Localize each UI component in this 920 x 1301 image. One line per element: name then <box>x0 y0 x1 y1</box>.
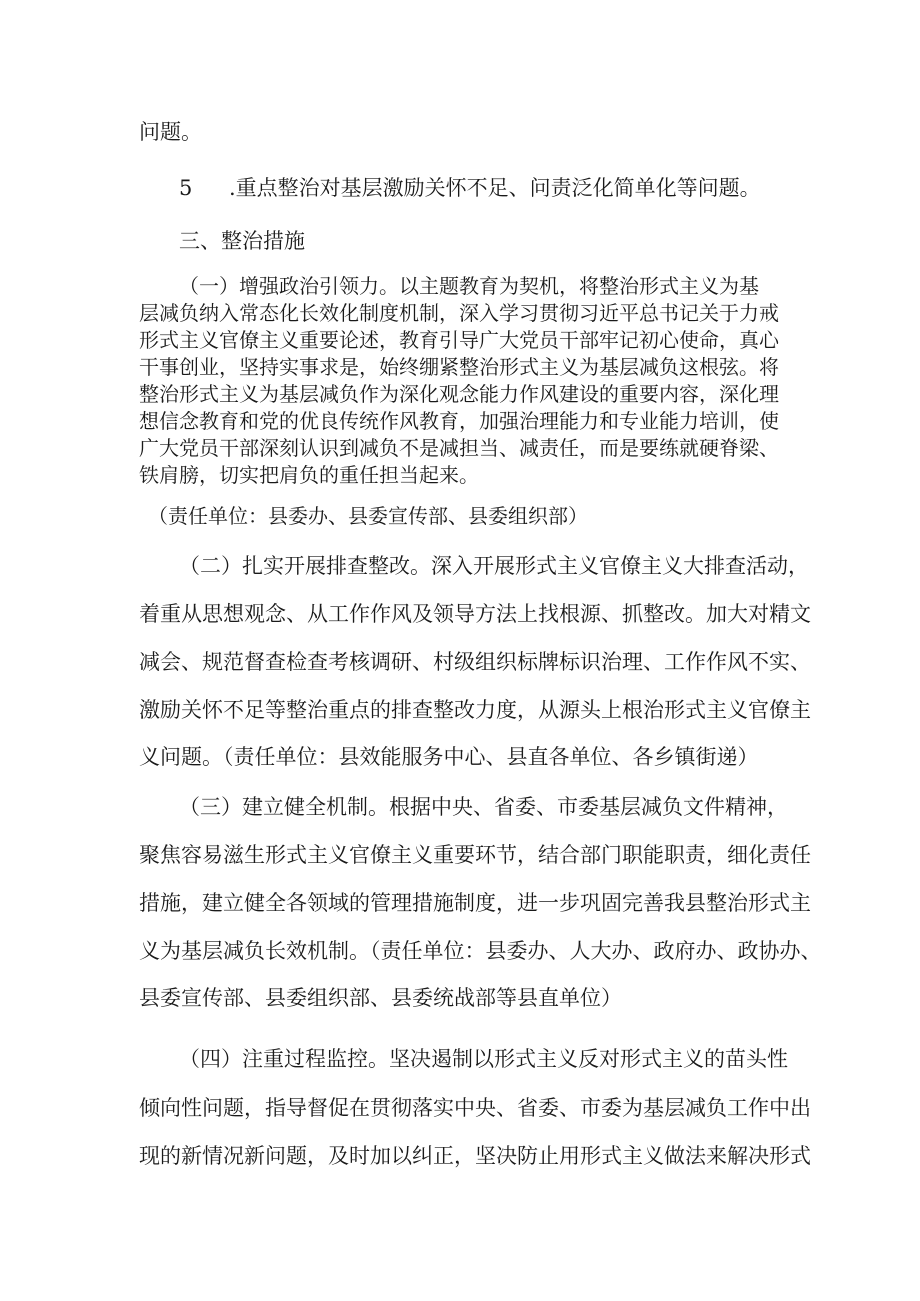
paragraph-2-line: 激励关怀不足等整治重点的排查整改力度，从源头上根治形式主义官僚主 <box>139 698 811 722</box>
paragraph-3-line: 义为基层减负长效机制。（责任单位：县委办、人大办、政府办、政协办、 <box>139 939 822 963</box>
paragraph-1-line: 层减负纳入常态化长效化制度机制，深入学习贯彻习近平总书记关于力戒 <box>139 301 779 325</box>
paragraph-1-line: 广大党员干部深刻认识到减负不是减担当、减责任，而是要练就硬脊梁、 <box>139 436 779 460</box>
paragraph-1-line: 形式主义官僚主义重要论述，教育引导广大党员干部牢记初心使命，真心 <box>139 328 779 352</box>
paragraph-4-line: （四）注重过程监控。坚决遏制以形式主义反对形式主义的苗头性 <box>179 1047 788 1071</box>
paragraph-3-line: 措施，建立健全各领域的管理措施制度，进一步巩固完善我县整治形式主 <box>139 891 811 915</box>
item-5 <box>0 176 920 200</box>
paragraph-2-line: （二）扎实开展排查整改。深入开展形式主义官僚主义大排查活动， <box>179 554 809 578</box>
top-fragment: 问题。 <box>139 120 202 144</box>
paragraph-1 <box>139 273 789 489</box>
paragraph-2-line: 着重从思想观念、从工作作风及领导方法上找根源、抓整改。加大对精文 <box>139 602 811 626</box>
paragraph-4-line: 现的新情况新问题，及时加以纠正，坚决防止用形式主义做法来解决形式 <box>139 1144 811 1168</box>
paragraph-1-line: （一）增强政治引领力。以主题教育为契机，将整治形式主义为基 <box>179 274 759 298</box>
paragraph-2-line: 减会、规范督查检查考核调研、村级组织标牌标识治理、工作作风不实、 <box>139 650 811 674</box>
paragraph-3-line: 县委宣传部、县委组织部、县委统战部等县直单位） <box>139 986 622 1010</box>
paragraph-1-line: 整治形式主义为基层减负作为深化观念能力作风建设的重要内容，深化理 <box>139 382 779 406</box>
item-5-text: .重点整治对基层激励关怀不足、问责泛化简单化等问题。 <box>229 176 761 200</box>
paragraph-1-line: 铁肩膀，切实把肩负的重任担当起来。 <box>139 463 479 487</box>
paragraph-4-line: 倾向性问题，指导督促在贯彻落实中央、省委、市委为基层减负工作中出 <box>139 1096 811 1120</box>
paragraph-1-line: 干事创业，坚持实事求是，始终绷紧整治形式主义为基层减负这根弦。将 <box>139 355 779 379</box>
item-5-number: 5 <box>179 176 193 200</box>
paragraph-3-line: （三）建立健全机制。根据中央、省委、市委基层减负文件精神， <box>179 795 788 819</box>
paragraph-3-line: 聚焦容易滋生形式主义官僚主义重要环节，结合部门职能职责，细化责任 <box>139 843 811 867</box>
paragraph-1-line: 想信念教育和党的优良传统作风教育，加强治理能力和专业能力培训，使 <box>139 409 779 433</box>
paragraph-1-responsibility: （责任单位：县委办、县委宣传部、县委组织部） <box>148 504 588 528</box>
paragraph-2-line: 义问题。（责任单位：县效能服务中心、县直各单位、各乡镇街递） <box>139 745 759 769</box>
section-3-heading: 三、整治措施 <box>179 229 305 253</box>
